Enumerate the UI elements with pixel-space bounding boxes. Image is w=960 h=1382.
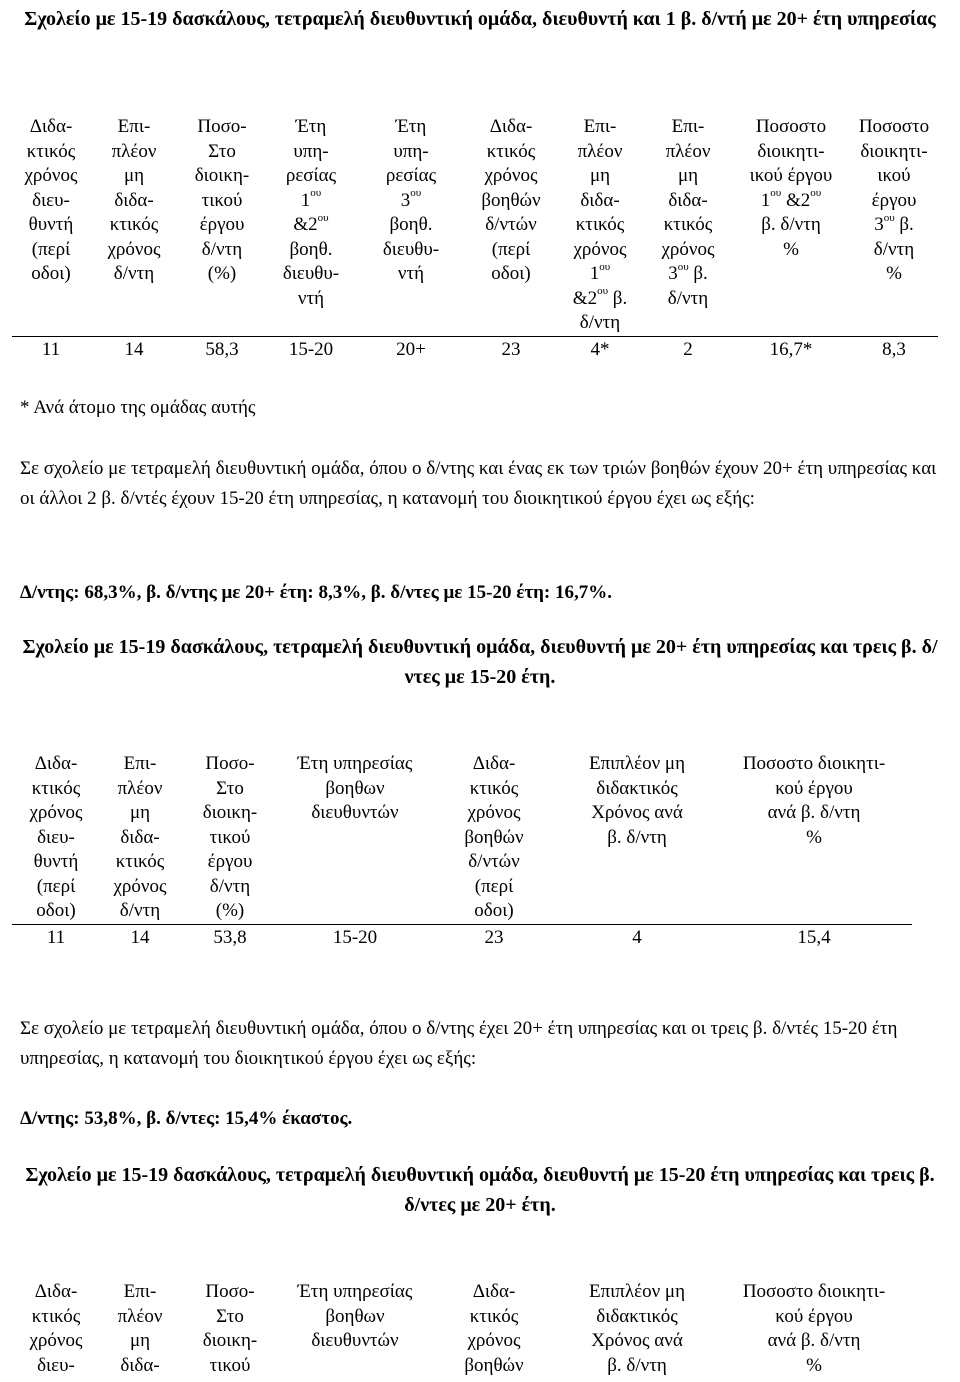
table3-header-epipleon-ana-vdnti: Επιπλέον μη διδακτικός Χρόνος ανά β. δ/ντη: [588, 1281, 686, 1376]
table2-cell: 53,8: [180, 924, 280, 951]
section1-heading: Σχολείο με 15-19 δασκάλους, τετραμελή διευθυντική ομάδα, διευθυντή και 1 β. δ/ντή με 20+ έτη υπηρεσίας: [24, 8, 936, 30]
table3-header-epipleon-dntis: Επι- πλέον μη διδα-: [117, 1281, 163, 1376]
table1-cell: 23: [466, 336, 556, 363]
section2-paragraph: Σε σχολείο με τετραμελή διευθυντική ομάδα, όπου ο δ/ντης έχει 20+ έτη υπηρεσίας και οι τρεις β. δ/ντές 15-20 έτη υπηρεσίας, η κατανομή του διοικητικού έργου έχει ως εξής:: [20, 1018, 898, 1069]
table1-cell: 14: [90, 336, 178, 363]
table3-header-pososto-ana-vdnti: Ποσοστο διοικητι- κού έργου ανά β. δ/ντη %: [742, 1281, 886, 1376]
table2-header-didaktikos-voithon: Διδα- κτικός χρόνος βοηθών δ/ντών (περί οδοι): [464, 753, 524, 921]
table2-header-pososto-dntis: Ποσο- Στο διοικη- τικού έργου δ/ντη (%): [202, 753, 258, 921]
section3-heading: Σχολείο με 15-19 δασκάλους, τετραμελή διευθυντική ομάδα, διευθυντή με 15-20 έτη υπηρεσίας και τρεις β. δ/ντες με 20+ έτη.: [25, 1164, 935, 1216]
table1-header-pososto-1-2-vdnti: Ποσοστο διοικητι- ικού έργου $1^{o\upsilon}$ $\&2^{o\upsilon}$ β. δ/ντη %: [749, 116, 833, 260]
table1-header-pososto-dntis: Ποσο- Στο διοικη- τικού έργου δ/ντη (%): [194, 116, 250, 284]
table2-cell: 15-20: [280, 924, 430, 951]
table1-header-epipleon-dntis: Επι- πλέον μη διδα- κτικός χρόνος δ/ντη: [107, 116, 161, 284]
footnote: * Ανά άτομο της ομάδας αυτής: [20, 397, 256, 418]
table1-header-eti-3-voith: Έτη υπη- ρεσίας $3^{o\upsilon}$ βοηθ. διευθυ- ντή: [382, 116, 440, 284]
table-row: [12, 336, 938, 363]
table3-header-eti-voithon: Έτη υπηρεσίας βοηθων διευθυντών: [297, 1281, 413, 1351]
table1-header-epipleon-1-2-vdnti: Επι- πλέον μη διδα- κτικός χρόνος $1^{o\upsilon}$ $\&2^{o\upsilon}$ β. δ/ντη: [572, 116, 628, 333]
table1-cell: 4*: [556, 336, 644, 363]
table1-cell: 16,7*: [732, 336, 850, 363]
table2-header-epipleon-dntis: Επι- πλέον μη διδα- κτικός χρόνος δ/ντη: [113, 753, 167, 921]
table2-cell: 11: [12, 924, 100, 951]
table1-header-eti-1-2-voith: Έτη υπη- ρεσίας $1^{o\upsilon}$ $\&2^{o\upsilon}$ βοηθ. διευθυ- ντή: [282, 116, 340, 309]
table1: [12, 115, 938, 363]
section2-heading: Σχολείο με 15-19 δασκάλους, τετραμελή διευθυντική ομάδα, διευθυντή με 20+ έτη υπηρεσίας και τρεις β. δ/ντες με 15-20 έτη.: [22, 636, 938, 688]
table2-cell: 14: [100, 924, 180, 951]
table2-cell: 23: [430, 924, 558, 951]
table2-cell: 15,4: [716, 924, 912, 951]
table1-header-didaktikos-diefthynti: Διδα- κτικός χρόνος διευ- θυντή (περί οδοι): [24, 116, 78, 284]
table2-header-didaktikos-diefthynti: Διδα- κτικός χρόνος διευ- θυντή (περί οδοι): [29, 753, 83, 921]
table3-header-pososto-dntis: Ποσο- Στο διοικη- τικού: [202, 1281, 258, 1376]
section1-summary: Δ/ντης: 68,3%, β. δ/ντης με 20+ έτη: 8,3%, β. δ/ντες με 15-20 έτη: 16,7%.: [20, 582, 612, 603]
section1-paragraph: Σε σχολείο με τετραμελή διευθυντική ομάδα, όπου ο δ/ντης και ένας εκ των τριών βοηθών έχουν 20+ έτη υπηρεσίας και οι άλλοι 2 β. δ/ντές έχουν 15-20 έτη υπηρεσίας, η κατανομή του διοικητικού έργου έχει ως εξής:: [20, 458, 937, 509]
section2-summary: Δ/ντης: 53,8%, β. δ/ντες: 15,4% έκαστος.: [20, 1108, 353, 1129]
table2-header-eti-voithon: Έτη υπηρεσίας βοηθων διευθυντών: [297, 753, 413, 823]
table1-cell: 58,3: [178, 336, 266, 363]
table1-header-didaktikos-voithon: Διδα- κτικός χρόνος βοηθών δ/ντών (περί οδοι): [481, 116, 541, 284]
table3-header-didaktikos-voithon: Διδα- κτικός χρόνος βοηθών: [464, 1281, 524, 1376]
table3: [12, 1280, 912, 1378]
table2-header-epipleon-ana-vdnti: Επιπλέον μη διδακτικός Χρόνος ανά β. δ/ντη: [588, 753, 686, 848]
table1-header-epipleon-3-vdnti: Επι- πλέον μη διδα- κτικός χρόνος $3^{o\upsilon}$ β. δ/ντη: [661, 116, 715, 309]
table1-cell: 15-20: [266, 336, 356, 363]
table3-header-didaktikos-diefthynti: Διδα- κτικός χρόνος διευ-: [29, 1281, 83, 1376]
table1-cell: 11: [12, 336, 90, 363]
table-row: [12, 924, 912, 951]
table1-cell: 20+: [356, 336, 466, 363]
table2-cell: 4: [558, 924, 716, 951]
table1-header-pososto-3-vdnti: Ποσοστο διοικητι- ικού έργου $3^{o\upsilon}$ β. δ/ντη %: [858, 116, 930, 284]
table1-cell: 8,3: [850, 336, 938, 363]
table2-header-pososto-ana-vdnti: Ποσοστο διοικητι- κού έργου ανά β. δ/ντη %: [742, 753, 886, 848]
table2: [12, 752, 912, 951]
table1-cell: 2: [644, 336, 732, 363]
